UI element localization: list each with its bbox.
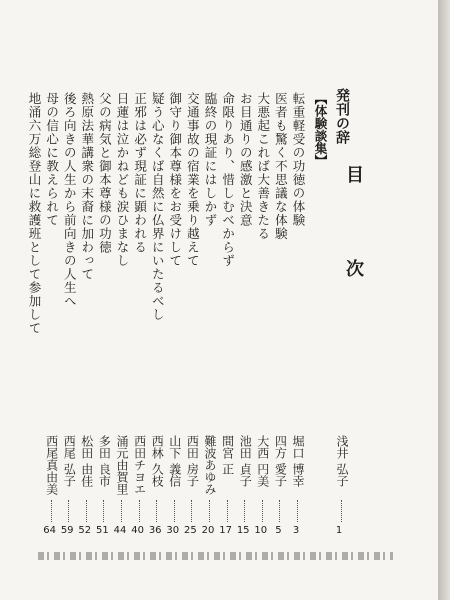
toc-entry-page: 52 bbox=[78, 525, 92, 536]
bottom-ornament bbox=[38, 552, 393, 560]
toc-leader bbox=[209, 500, 210, 522]
toc-leader bbox=[279, 500, 280, 522]
toc-entry-title: 熱原法華講衆の末裔に加わって bbox=[79, 92, 95, 281]
toc-entry-author: 間宮 正 bbox=[220, 435, 235, 475]
toc-entry-title: 御守り御本尊様をお受けして bbox=[167, 92, 183, 268]
toc-entry-author: 西林 久枝 bbox=[150, 435, 165, 487]
toc-entry-author: 西田チヨエ bbox=[132, 435, 147, 495]
toc-leader bbox=[244, 500, 245, 522]
toc-entry-author: 涌元由賀里 bbox=[115, 435, 129, 495]
toc-entry-author: 西尾真由美 bbox=[44, 435, 59, 495]
toc-entry-title: 大悪起これば大善きたる bbox=[255, 92, 271, 241]
toc-entry-author: 難波あゆみ bbox=[203, 435, 217, 495]
toc-leader bbox=[174, 500, 175, 522]
toc-leader bbox=[156, 500, 157, 522]
toc-title: 目次 bbox=[343, 165, 364, 353]
toc-entry-page: 3 bbox=[292, 525, 300, 536]
toc-entry-page: 59 bbox=[60, 525, 74, 536]
toc-entry-author: 堀口 博幸 bbox=[291, 435, 305, 487]
toc-leader bbox=[51, 500, 52, 522]
foreword-title: 発刊の辞 bbox=[334, 88, 350, 144]
toc-entry-author: 多田 良市 bbox=[97, 435, 112, 487]
toc-entry-page: 15 bbox=[236, 525, 250, 536]
toc-entry-author: 西尾 弘子 bbox=[62, 435, 77, 487]
toc-entry-author: 山下 義信 bbox=[167, 435, 182, 487]
toc-leader bbox=[262, 500, 263, 522]
toc-leader bbox=[121, 500, 122, 522]
toc-entry-author: 大西 円美 bbox=[255, 435, 270, 487]
toc-entry-author: 松田 由佳 bbox=[79, 435, 94, 487]
toc-entry-title: 母の信心に教えられて bbox=[44, 92, 60, 227]
toc-leader bbox=[86, 500, 87, 522]
toc-entry-title: 臨終の現証にはしかず bbox=[203, 92, 218, 227]
toc-leader bbox=[191, 500, 192, 522]
toc-entry-page: 10 bbox=[254, 525, 268, 536]
toc-entry-author: 西田 房子 bbox=[185, 435, 200, 487]
toc-entry-title: 地涌六万総登山に救護班として参加して bbox=[27, 92, 42, 335]
toc-entry-page: 17 bbox=[219, 525, 232, 536]
toc-entry-title: 疑う心なくば自然に仏界にいたるべし bbox=[150, 92, 166, 322]
toc-entry-title: お目通りの感激と決意 bbox=[238, 92, 254, 227]
toc-leader bbox=[297, 500, 298, 522]
foreword-author: 浅井 弘子 bbox=[335, 435, 349, 487]
toc-entry-page: 30 bbox=[166, 525, 180, 536]
foreword-leader bbox=[341, 500, 342, 522]
page-edge bbox=[438, 0, 450, 600]
toc-leader bbox=[227, 500, 228, 522]
toc-leader bbox=[68, 500, 69, 522]
toc-entry-page: 64 bbox=[43, 525, 56, 536]
toc-entry-page: 20 bbox=[201, 525, 215, 536]
toc-entry-page: 51 bbox=[96, 525, 109, 536]
toc-leader bbox=[103, 500, 104, 522]
toc-entry-title: 日蓮は泣かねども涙ひまなし bbox=[115, 92, 130, 268]
toc-entry-author: 四方 愛子 bbox=[273, 435, 288, 487]
section-label: 【体験談集】 bbox=[313, 92, 328, 167]
foreword-page: 1 bbox=[335, 525, 343, 536]
toc-entry-title: 正邪は必ず現証に顕われる bbox=[132, 92, 148, 254]
toc-leader bbox=[139, 500, 140, 522]
toc-entry-title: 命限りあり、惜しむべからず bbox=[220, 92, 236, 268]
toc-entry-page: 40 bbox=[131, 525, 144, 536]
toc-entry-title: 後ろ向きの人生から前向きの人生へ bbox=[62, 92, 78, 308]
toc-entry-title: 交通事故の宿業を乗り越えて bbox=[185, 92, 201, 268]
toc-entry-title: 医者も驚く不思議な体験 bbox=[273, 92, 289, 241]
toc-entry-author: 池田 貞子 bbox=[238, 435, 253, 487]
toc-entry-page: 25 bbox=[184, 525, 197, 536]
toc-entry-page: 5 bbox=[275, 525, 282, 536]
toc-entry-title: 転重軽受の功徳の体験 bbox=[291, 92, 306, 227]
toc-entry-page: 36 bbox=[148, 525, 162, 536]
toc-entry-page: 44 bbox=[113, 525, 127, 536]
toc-entry-title: 父の病気と御本尊様の功徳 bbox=[97, 92, 113, 254]
